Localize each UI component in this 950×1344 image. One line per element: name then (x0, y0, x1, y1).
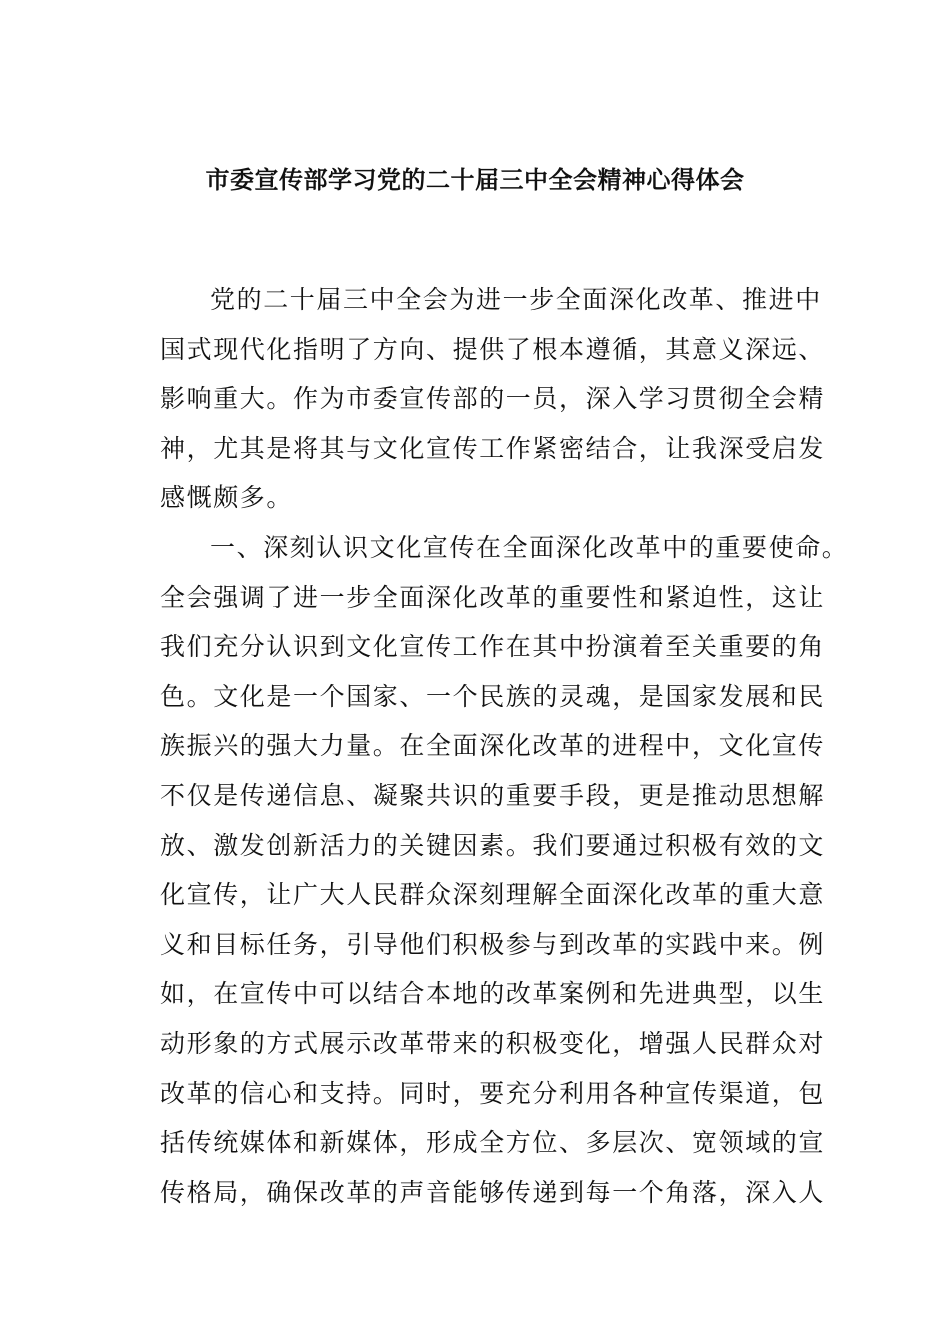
paragraph-line: 国式现代化指明了方向、提供了根本遵循，其意义深远、 (160, 334, 826, 364)
paragraph-line: 改革的信心和支持。同时，要充分利用各种宣传渠道，包 (160, 1078, 826, 1108)
paragraph-line: 义和目标任务，引导他们积极参与到改革的实践中来。例 (160, 929, 826, 959)
paragraph-line: 神，尤其是将其与文化宣传工作紧密结合，让我深受启发 (160, 433, 826, 463)
paragraph-line: 传格局，确保改革的声音能够传递到每一个角落，深入人 (160, 1177, 826, 1207)
document-title: 市委宣传部学习党的二十届三中全会精神心得体会 (205, 165, 745, 194)
paragraph-line: 不仅是传递信息、凝聚共识的重要手段，更是推动思想解 (160, 780, 826, 810)
paragraph-line: 党的二十届三中全会为进一步全面深化改革、推进中 (210, 285, 822, 314)
section-heading-line: 一、深刻认识文化宣传在全面深化改革中的重要使命。 (210, 532, 849, 562)
paragraph-line: 全会强调了进一步全面深化改革的重要性和紧迫性，这让 (160, 582, 826, 612)
paragraph-line: 我们充分认识到文化宣传工作在其中扮演着至关重要的角 (160, 632, 826, 662)
paragraph-line: 括传统媒体和新媒体，形成全方位、多层次、宽领域的宣 (160, 1128, 826, 1158)
paragraph-line: 动形象的方式展示改革带来的积极变化，增强人民群众对 (160, 1028, 826, 1058)
document-body (160, 275, 860, 1217)
paragraph-line: 如，在宣传中可以结合本地的改革案例和先进典型，以生 (160, 979, 826, 1009)
paragraph-line: 族振兴的强大力量。在全面深化改革的进程中，文化宣传 (160, 731, 826, 761)
paragraph-line: 放、激发创新活力的关键因素。我们要通过积极有效的文 (160, 830, 826, 860)
paragraph-line: 影响重大。作为市委宣传部的一员，深入学习贯彻全会精 (160, 384, 826, 414)
paragraph-line: 化宣传，让广大人民群众深刻理解全面深化改革的重大意 (160, 880, 826, 910)
paragraph-line: 色。文化是一个国家、一个民族的灵魂，是国家发展和民 (160, 681, 826, 711)
paragraph-line: 感慨颇多。 (160, 483, 294, 513)
